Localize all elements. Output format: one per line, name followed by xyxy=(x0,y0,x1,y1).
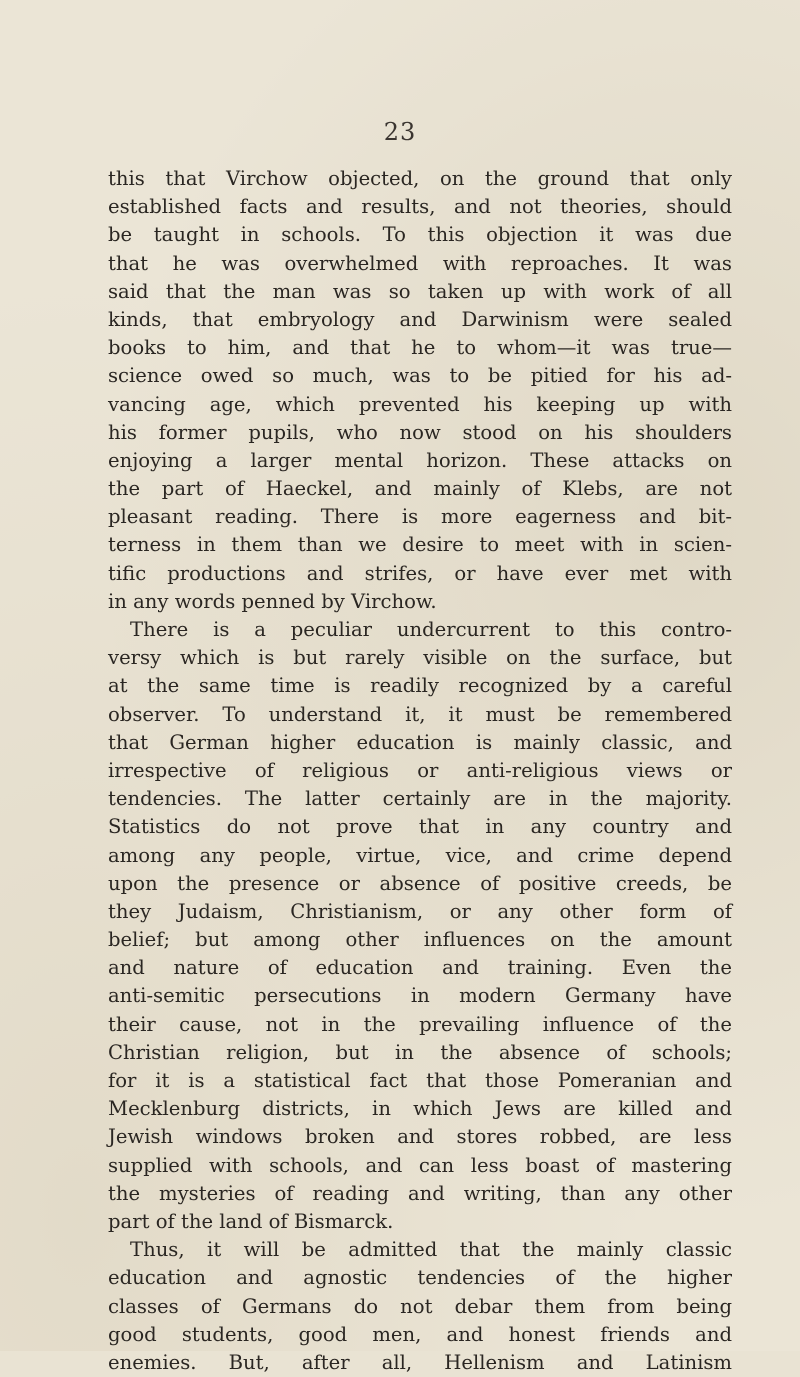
text-line: irrespective of religious or anti-religious views or xyxy=(108,758,732,782)
text-line: pleasant reading. There is more eagerness and bit- xyxy=(108,505,732,529)
text-line: the part of Haeckel, and mainly of Klebs, are not xyxy=(108,477,732,501)
text-line: supplied with schools, and can less boast of mastering xyxy=(108,1153,732,1177)
text-line: said that the man was so taken up with work of all xyxy=(108,279,732,303)
text-line: upon the presence or absence of positive creeds, be xyxy=(108,871,732,895)
text-line: Thus, it will be admitted that the mainly classic xyxy=(130,1238,732,1262)
text-line: for it is a statistical fact that those Pomeranian and xyxy=(108,1069,732,1092)
text-line: among any people, virtue, vice, and crime depend xyxy=(108,843,732,867)
text-line: Mecklenburg districts, in which Jews are killed and xyxy=(108,1097,732,1121)
text-line: anti-semitic persecutions in modern Germany have xyxy=(108,984,732,1008)
text-line: at the same time is readily recognized by a careful xyxy=(108,674,732,698)
text-line: classes of Germans do not debar them from being xyxy=(108,1294,732,1318)
text-line: books to him, and that he to whom—it was true— xyxy=(108,336,732,360)
text-line: tendencies. The latter certainly are in the majority. xyxy=(108,787,732,811)
text-line: this that Virchow objected, on the ground that only xyxy=(108,167,732,190)
text-line: his former pupils, who now stood on his shoulders xyxy=(108,420,732,444)
text-line: Jewish windows broken and stores robbed, are less xyxy=(108,1125,732,1149)
text-line: enjoying a larger mental horizon. These attacks on xyxy=(108,448,732,472)
text-line: belief; but among other influences on the amount xyxy=(108,928,732,952)
text-line: good students, good men, and honest friends and xyxy=(108,1322,732,1346)
text-line: their cause, not in the prevailing influence of the xyxy=(108,1012,732,1036)
text-line: the mysteries of reading and writing, than any other xyxy=(108,1181,732,1205)
text-line: Statistics do not prove that in any country and xyxy=(108,815,732,839)
text-line: part of the land of Bismarck. xyxy=(108,1209,394,1233)
text-line: education and agnostic tendencies of the higher xyxy=(108,1266,732,1290)
text-line: science owed so much, was to be pitied for his ad- xyxy=(108,364,732,388)
text-line: kinds, that embryology and Darwinism were sealed xyxy=(108,307,732,331)
text-line: in any words penned by Virchow. xyxy=(108,589,437,613)
text-line: that he was overwhelmed with reproaches. It was xyxy=(108,251,732,275)
text-line: they Judaism, Christianism, or any other form of xyxy=(108,899,732,923)
page-number: 23 xyxy=(383,118,417,146)
text-line: that German higher education is mainly classic, and xyxy=(108,730,732,754)
text-line: vancing age, which prevented his keeping up with xyxy=(108,392,732,416)
text-line: versy which is but rarely visible on the surface, but xyxy=(108,646,732,670)
text-line: Christian religion, but in the absence of schools; xyxy=(108,1040,732,1064)
text-line: There is a peculiar undercurrent to this contro- xyxy=(130,618,732,641)
text-line: be taught in schools. To this objection it was due xyxy=(108,223,732,247)
body-text xyxy=(108,165,732,1377)
text-line: tific productions and strifes, or have ever met with xyxy=(108,561,732,585)
text-line: observer. To understand it, it must be remembered xyxy=(108,702,732,726)
text-line: terness in them than we desire to meet with in scien- xyxy=(108,533,732,557)
text-line: and nature of education and training. Even the xyxy=(108,956,732,980)
text-line: enemies. But, after all, Hellenism and Latinism xyxy=(108,1350,732,1374)
text-line: established facts and results, and not theories, should xyxy=(108,195,732,219)
